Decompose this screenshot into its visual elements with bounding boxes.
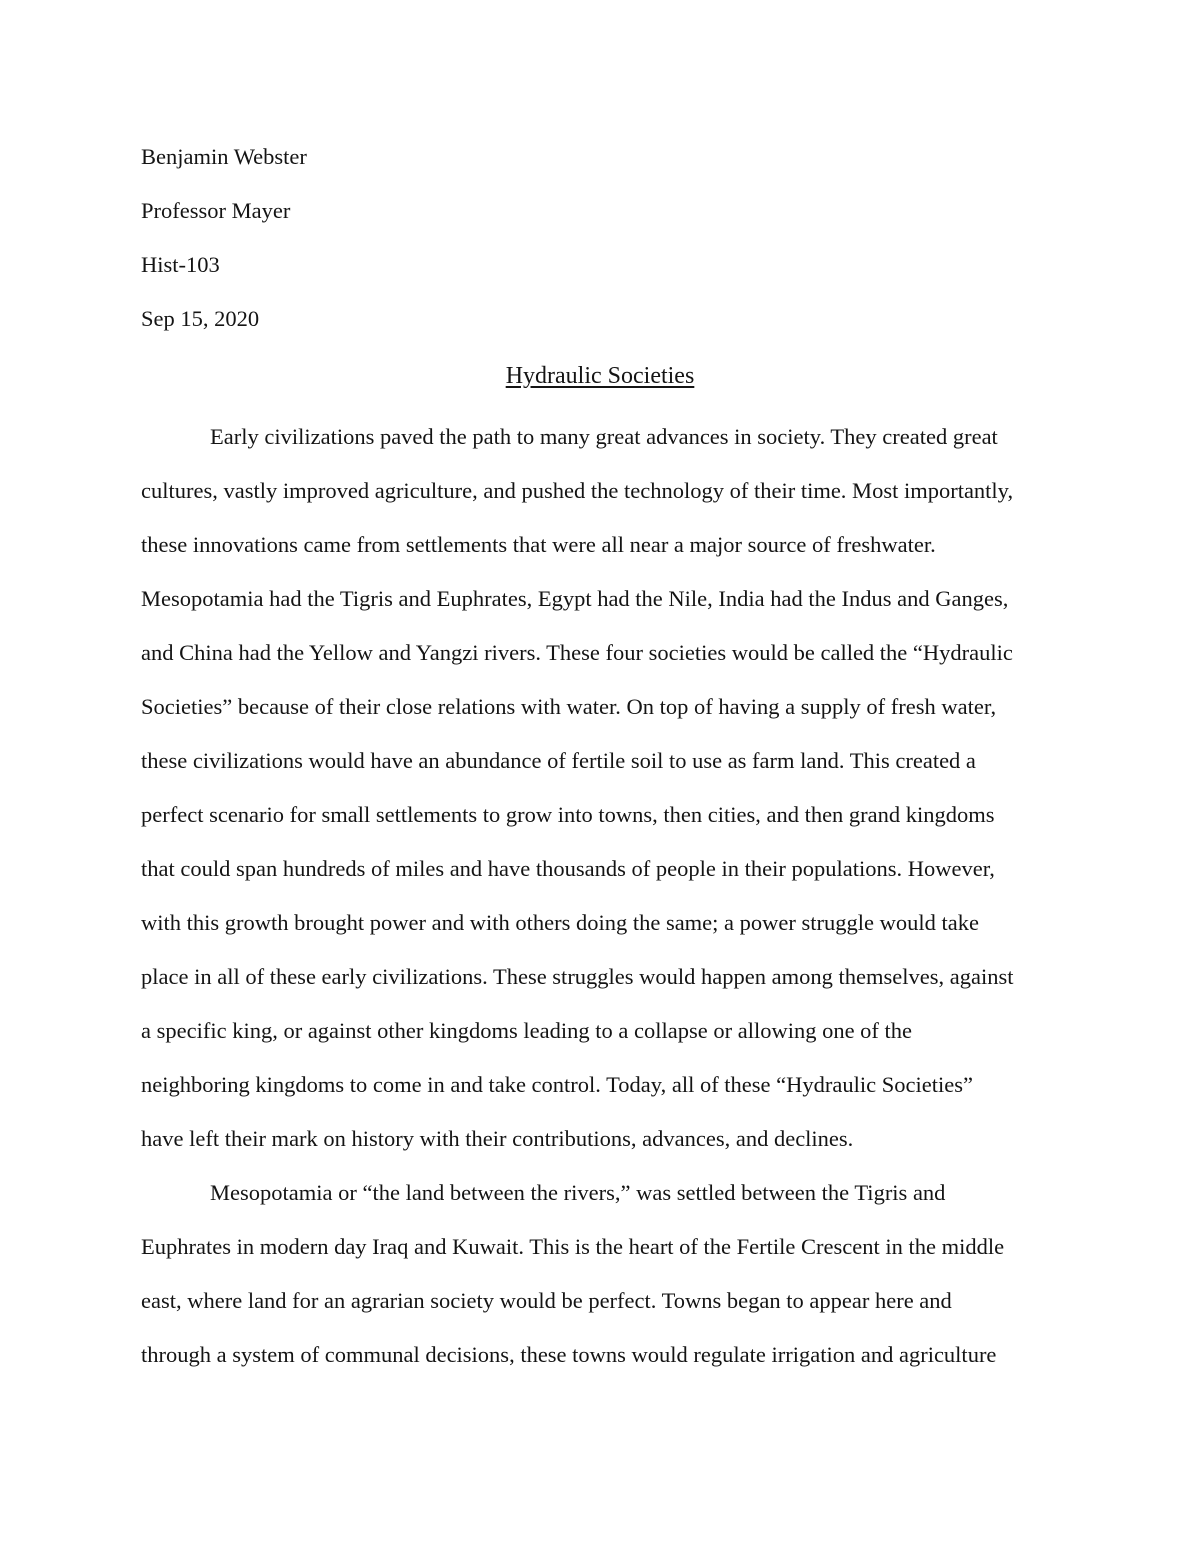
paragraph-line: have left their mark on history with their contributions, advances, and declines.: [141, 1126, 854, 1151]
paragraph-line: place in all of these early civilizations. These struggles would happen among themselves, against: [141, 964, 1014, 989]
paragraph-line: Early civilizations paved the path to many great advances in society. They created great: [210, 424, 998, 449]
paragraph-line: with this growth brought power and with others doing the same; a power struggle would take: [141, 910, 979, 935]
paragraph-line: Euphrates in modern day Iraq and Kuwait. This is the heart of the Fertile Crescent in the middle: [141, 1234, 1005, 1259]
paragraph-line: neighboring kingdoms to come in and take control. Today, all of these “Hydraulic Societies”: [141, 1072, 973, 1097]
author-name: Benjamin Webster: [141, 144, 307, 169]
paragraph-line: and China had the Yellow and Yangzi rivers. These four societies would be called the “Hydraulic: [141, 640, 1013, 665]
paragraph-line: Mesopotamia or “the land between the rivers,” was settled between the Tigris and: [210, 1180, 946, 1205]
paragraph-line: east, where land for an agrarian society would be perfect. Towns began to appear here and: [141, 1288, 952, 1313]
date-line: Sep 15, 2020: [141, 306, 260, 331]
paragraph-line: Mesopotamia had the Tigris and Euphrates, Egypt had the Nile, India had the Indus and Ganges,: [141, 586, 1009, 611]
paragraph-line: through a system of communal decisions, these towns would regulate irrigation and agriculture: [141, 1342, 997, 1367]
professor-name: Professor Mayer: [141, 198, 291, 223]
paragraph-line: that could span hundreds of miles and have thousands of people in their populations. However,: [141, 856, 995, 881]
paragraph-line: a specific king, or against other kingdoms leading to a collapse or allowing one of the: [141, 1018, 913, 1043]
paragraph-line: these innovations came from settlements that were all near a major source of freshwater.: [141, 532, 936, 557]
document-title: Hydraulic Societies: [505, 363, 695, 389]
paragraph-line: perfect scenario for small settlements to grow into towns, then cities, and then grand kingdoms: [141, 802, 995, 827]
paragraph-line: cultures, vastly improved agriculture, and pushed the technology of their time. Most importantly,: [141, 478, 1014, 503]
paragraph-line: Societies” because of their close relations with water. On top of having a supply of fresh water,: [141, 694, 997, 719]
paragraph-line: these civilizations would have an abundance of fertile soil to use as farm land. This created a: [141, 748, 976, 773]
course-code: Hist-103: [141, 252, 220, 277]
